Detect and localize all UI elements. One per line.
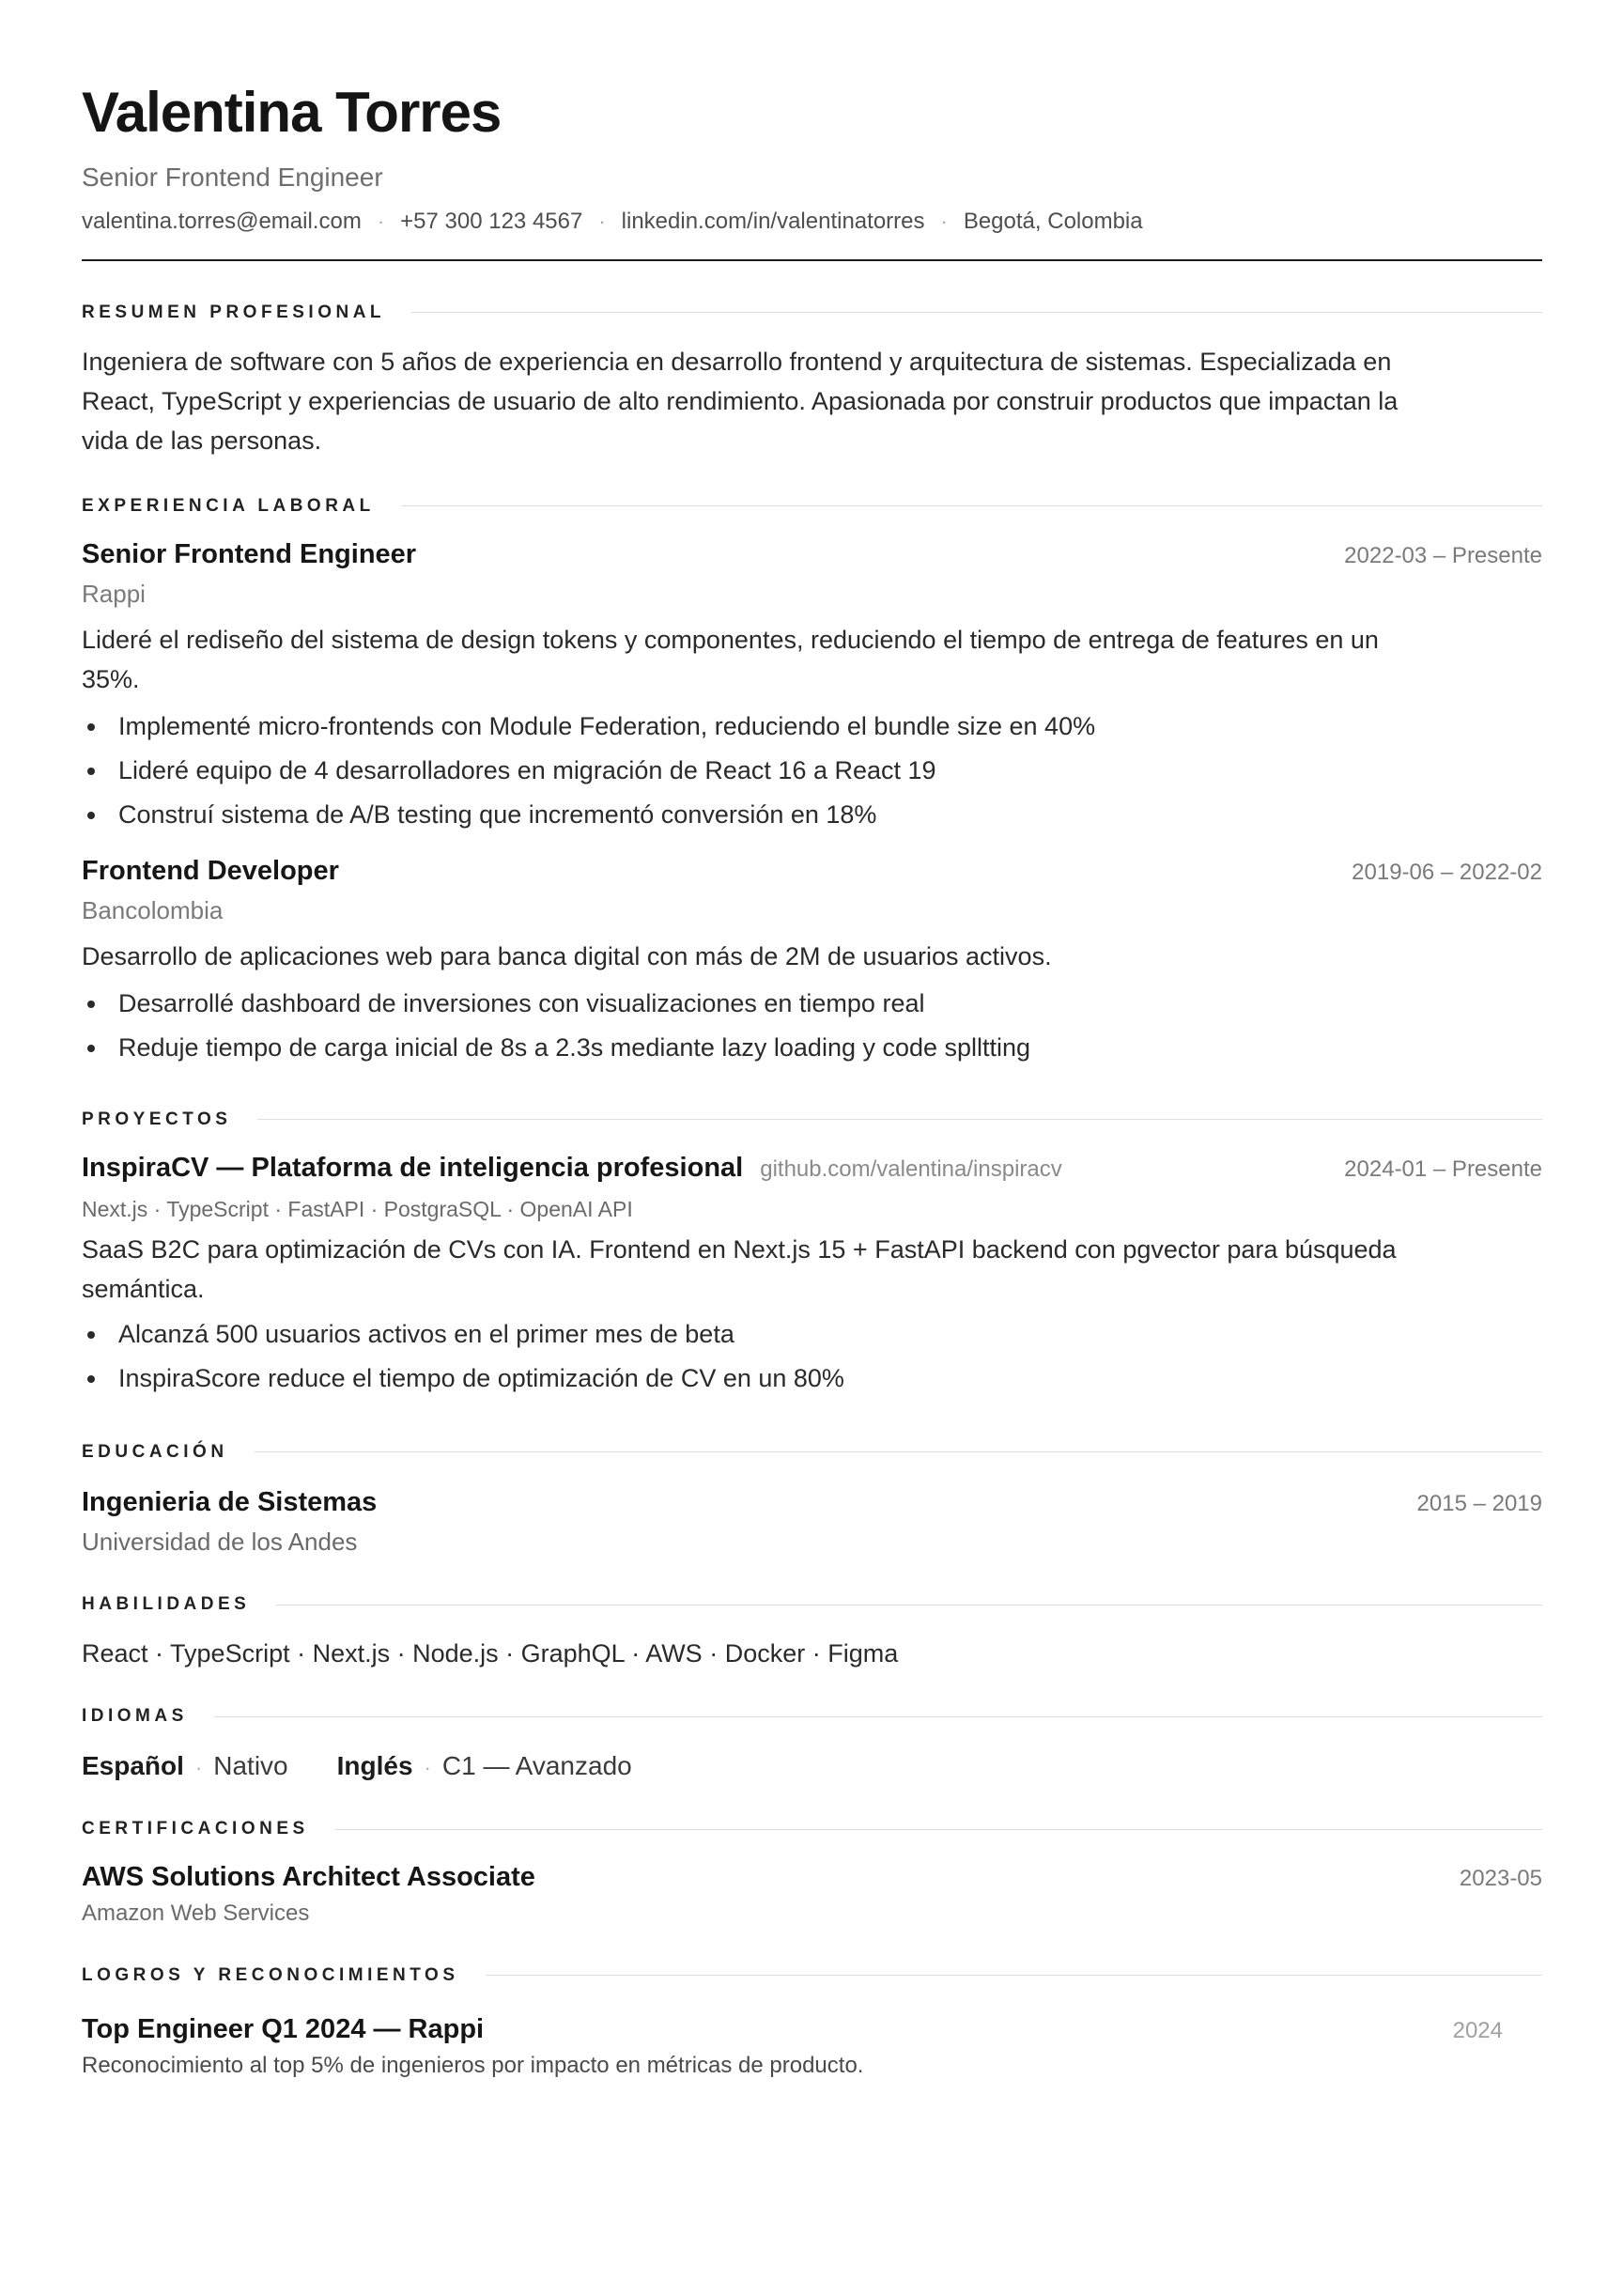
- job-role: Senior Frontend Engineer: [82, 538, 417, 569]
- section-divider: [401, 505, 1542, 506]
- project-achievements: [82, 1312, 1542, 1401]
- contact-separator: ·: [377, 209, 385, 233]
- job-achievements: [82, 705, 1542, 837]
- contact-email[interactable]: valentina.torres@email.com: [82, 208, 362, 234]
- section-projects: [82, 1109, 1542, 1401]
- education-school: Universidad de los Andes: [82, 1527, 358, 1556]
- job-description-line: Desarrollo de aplicaciones web para banca digital con más de 2M de usuarios activos.: [82, 941, 1052, 970]
- project-description-line: SaaS B2C para optimización de CVs con IA. Frontend en Next.js 15 + FastAPI backend con pgvector para búsqueda: [82, 1234, 1397, 1264]
- contact-phone[interactable]: +57 300 123 4567: [400, 208, 583, 234]
- summary-text: [82, 342, 1542, 460]
- job-description-line: Lideré el rediseño del sistema de design tokens y componentes, reduciendo el tiempo de entrega de features en un: [82, 625, 1379, 654]
- list-item: Reduje tiempo de carga inicial de 8s a 2.3s mediante lazy loading y code splltting: [82, 1026, 1542, 1070]
- job-entry: [82, 539, 1542, 837]
- achievement-header: [82, 2014, 1542, 2045]
- project-header: [82, 1153, 1542, 1184]
- achievement-entry: [82, 2014, 1542, 2080]
- language-level: Nativo: [213, 1751, 288, 1781]
- job-description-line: 35%.: [82, 664, 140, 693]
- skills-list: React · TypeScript · Next.js · Node.js · GraphQL · AWS · Docker · Figma: [82, 1639, 899, 1668]
- section-divider: [255, 1451, 1542, 1452]
- candidate-title: Senior Frontend Engineer: [82, 163, 383, 192]
- job-description: [82, 620, 1542, 699]
- section-header: [82, 1442, 1542, 1463]
- education-dates: 2015 – 2019: [1416, 1490, 1542, 1516]
- section-divider: [276, 1605, 1542, 1606]
- project-tech-stack: Next.js · TypeScript · FastAPI · PostgraSQL · OpenAI API: [82, 1196, 633, 1221]
- section-header: [82, 1706, 1542, 1727]
- project-link[interactable]: github.com/valentina/inspiracv: [760, 1156, 1062, 1182]
- project-entry: [82, 1153, 1542, 1401]
- section-title: LOGROS Y RECONOCIMIENTOS: [82, 1964, 459, 1985]
- section-title: IDIOMAS: [82, 1706, 188, 1727]
- language-level: C1 — Avanzado: [441, 1751, 632, 1781]
- section-header: [82, 1594, 1542, 1615]
- certification-issuer: Amazon Web Services: [82, 1900, 310, 1927]
- list-item: Desarrollé dashboard de inversiones con visualizaciones en tiempo real: [82, 982, 1542, 1026]
- section-title: CERTIFICACIONES: [82, 1819, 309, 1839]
- section-header: [82, 303, 1542, 323]
- contact-separator: ·: [598, 209, 606, 233]
- language-separator: ·: [194, 1756, 203, 1780]
- job-achievements: [82, 982, 1542, 1070]
- achievement-description: Reconocimiento al top 5% de ingenieros por impacto en métricas de producto.: [82, 2052, 864, 2078]
- section-divider: [411, 312, 1542, 313]
- section-title: EXPERIENCIA LABORAL: [82, 495, 375, 516]
- section-title: HABILIDADES: [82, 1594, 251, 1615]
- resume-header: [82, 81, 1542, 261]
- project-description: [82, 1230, 1542, 1309]
- section-header: [82, 1819, 1542, 1839]
- education-degree: Ingenieria de Sistemas: [82, 1486, 378, 1517]
- job-company: Bancolombia: [82, 895, 224, 924]
- language-name: Español: [82, 1751, 184, 1781]
- section-languages: [82, 1706, 1542, 1781]
- contact-linkedin[interactable]: linkedin.com/in/valentinatorres: [621, 208, 925, 234]
- section-divider: [257, 1119, 1542, 1120]
- achievement-title: Top Engineer Q1 2024 — Rappi: [82, 2013, 485, 2044]
- achievement-year: 2024: [1452, 2017, 1503, 2043]
- list-item: Alcanzá 500 usuarios activos en el primer mes de beta: [82, 1312, 1542, 1357]
- section-education: [82, 1442, 1542, 1557]
- job-dates: 2022-03 – Presente: [1344, 542, 1542, 568]
- project-description-line: semántica.: [82, 1274, 205, 1303]
- certification-date: 2023-05: [1459, 1866, 1542, 1892]
- section-skills: [82, 1594, 1542, 1668]
- list-item: Lideré equipo de 4 desarrolladores en migración de React 16 a React 19: [82, 749, 1542, 793]
- list-item: Implementé micro-frontends con Module Federation, reduciendo el bundle size en 40%: [82, 705, 1542, 749]
- education-header: [82, 1487, 1542, 1518]
- section-title: EDUCACIÓN: [82, 1441, 228, 1462]
- section-summary: [82, 303, 1542, 460]
- certification-name: AWS Solutions Architect Associate: [82, 1862, 535, 1893]
- contact-separator: ·: [940, 209, 948, 233]
- job-header: [82, 539, 1542, 570]
- summary-line: vida de las personas.: [82, 426, 322, 455]
- job-description: [82, 937, 1542, 976]
- language-separator: ·: [424, 1756, 431, 1780]
- section-certifications: [82, 1819, 1542, 1928]
- summary-line: React, TypeScript y experiencias de usuario de alto rendimiento. Apasionada por construir productos que impactan la: [82, 386, 1399, 415]
- section-achievements: [82, 1965, 1542, 2080]
- section-header: [82, 1965, 1542, 1986]
- summary-line: Ingeniera de software con 5 años de experiencia en desarrollo frontend y arquitectura de sistemas. Especializada en: [82, 347, 1392, 376]
- section-header: [82, 496, 1542, 517]
- section-divider: [486, 1975, 1543, 1976]
- project-title-group: [82, 1153, 1062, 1184]
- education-entry: [82, 1487, 1542, 1557]
- resume-content: [82, 73, 1542, 2080]
- contact-line: [82, 209, 1542, 235]
- section-divider: [214, 1716, 1542, 1717]
- section-title: PROYECTOS: [82, 1109, 232, 1129]
- section-experience: [82, 496, 1542, 1070]
- section-header: [82, 1109, 1542, 1130]
- job-role: Frontend Developer: [82, 855, 339, 886]
- languages-list: [82, 1751, 1542, 1781]
- list-item: InspiraScore reduce el tiempo de optimización de CV en un 80%: [82, 1357, 1542, 1401]
- certification-entry: [82, 1862, 1542, 1928]
- candidate-name: Valentina Torres: [82, 81, 502, 144]
- job-dates: 2019-06 – 2022-02: [1352, 859, 1542, 885]
- section-divider: [335, 1829, 1542, 1830]
- contact-location: Begotá, Colombia: [963, 208, 1143, 234]
- header-divider: [82, 259, 1542, 261]
- certification-header: [82, 1862, 1542, 1893]
- job-header: [82, 856, 1542, 887]
- list-item: Construí sistema de A/B testing que incrementó conversión en 18%: [82, 793, 1542, 837]
- job-company: Rappi: [82, 579, 146, 608]
- language-name: Inglés: [336, 1751, 413, 1781]
- project-title: InspiraCV — Plataforma de inteligencia profesional: [82, 1152, 744, 1183]
- job-entry: [82, 856, 1542, 1070]
- section-title: RESUMEN PROFESIONAL: [82, 302, 386, 322]
- project-dates: 2024-01 – Presente: [1344, 1156, 1542, 1182]
